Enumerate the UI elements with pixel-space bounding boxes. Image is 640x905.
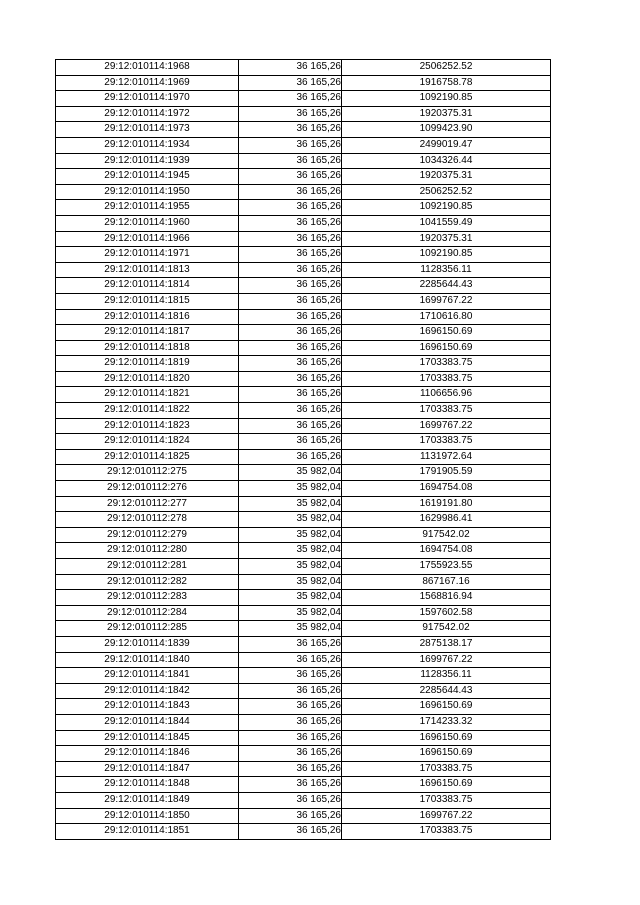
cadastral-cost-cell: 1629986.41 — [342, 512, 551, 528]
table-row — [56, 106, 551, 122]
cadastral-number-cell: 29:12:010112:280 — [56, 543, 239, 559]
area-value-cell: 35 982,04 — [239, 559, 342, 575]
area-value-cell: 36 165,26 — [239, 137, 342, 153]
area-value-cell: 35 982,04 — [239, 590, 342, 606]
table-row — [56, 543, 551, 559]
area-value-cell: 36 165,26 — [239, 777, 342, 793]
table-row — [56, 293, 551, 309]
table-row — [56, 761, 551, 777]
area-value-cell: 35 982,04 — [239, 543, 342, 559]
table-row — [56, 481, 551, 497]
table-row — [56, 231, 551, 247]
table-row — [56, 730, 551, 746]
area-value-cell: 36 165,26 — [239, 309, 342, 325]
area-value-cell: 36 165,26 — [239, 122, 342, 138]
cadastral-cost-cell: 1694754.08 — [342, 543, 551, 559]
area-value-cell: 36 165,26 — [239, 247, 342, 263]
area-value-cell: 36 165,26 — [239, 792, 342, 808]
area-value-cell: 36 165,26 — [239, 699, 342, 715]
cadastral-cost-cell: 1699767.22 — [342, 808, 551, 824]
cadastral-cost-cell: 1696150.69 — [342, 730, 551, 746]
area-value-cell: 36 165,26 — [239, 434, 342, 450]
cadastral-cost-cell: 1034326.44 — [342, 153, 551, 169]
area-value-cell: 36 165,26 — [239, 293, 342, 309]
cadastral-cost-cell: 1714233.32 — [342, 714, 551, 730]
cadastral-number-cell: 29:12:010114:1966 — [56, 231, 239, 247]
table-row — [56, 309, 551, 325]
cadastral-number-cell: 29:12:010112:276 — [56, 481, 239, 497]
cadastral-cost-cell: 1703383.75 — [342, 371, 551, 387]
cadastral-number-cell: 29:12:010112:281 — [56, 559, 239, 575]
table-row — [56, 668, 551, 684]
table-row — [56, 60, 551, 76]
cadastral-number-cell: 29:12:010114:1972 — [56, 106, 239, 122]
cadastral-cost-cell: 1099423.90 — [342, 122, 551, 138]
table-row — [56, 777, 551, 793]
area-value-cell: 35 982,04 — [239, 605, 342, 621]
cadastral-number-cell: 29:12:010114:1820 — [56, 371, 239, 387]
cadastral-cost-cell: 1041559.49 — [342, 215, 551, 231]
cadastral-cost-cell: 1703383.75 — [342, 356, 551, 372]
table-row — [56, 714, 551, 730]
cadastral-cost-cell: 1920375.31 — [342, 169, 551, 185]
cadastral-cost-cell: 1694754.08 — [342, 481, 551, 497]
table-row — [56, 792, 551, 808]
area-value-cell: 36 165,26 — [239, 403, 342, 419]
table-row — [56, 215, 551, 231]
area-value-cell: 36 165,26 — [239, 231, 342, 247]
cadastral-number-cell: 29:12:010114:1816 — [56, 309, 239, 325]
cadastral-cost-cell: 1696150.69 — [342, 777, 551, 793]
table-row — [56, 527, 551, 543]
area-value-cell: 36 165,26 — [239, 215, 342, 231]
cadastral-number-cell: 29:12:010114:1950 — [56, 184, 239, 200]
cadastral-number-cell: 29:12:010114:1971 — [56, 247, 239, 263]
cadastral-number-cell: 29:12:010114:1819 — [56, 356, 239, 372]
area-value-cell: 36 165,26 — [239, 387, 342, 403]
cadastral-cost-cell: 917542.02 — [342, 527, 551, 543]
table-row — [56, 153, 551, 169]
cadastral-cost-cell: 2875138.17 — [342, 636, 551, 652]
cadastral-cost-cell: 1696150.69 — [342, 699, 551, 715]
area-value-cell: 36 165,26 — [239, 106, 342, 122]
table-row — [56, 559, 551, 575]
cadastral-cost-cell: 1703383.75 — [342, 403, 551, 419]
cadastral-number-cell: 29:12:010114:1815 — [56, 293, 239, 309]
cadastral-cost-cell: 1128356.11 — [342, 262, 551, 278]
table-row — [56, 465, 551, 481]
table-row — [56, 418, 551, 434]
cadastral-number-cell: 29:12:010114:1969 — [56, 75, 239, 91]
table-row — [56, 652, 551, 668]
area-value-cell: 36 165,26 — [239, 761, 342, 777]
cadastral-number-cell: 29:12:010114:1845 — [56, 730, 239, 746]
table-row — [56, 122, 551, 138]
cadastral-number-cell: 29:12:010114:1840 — [56, 652, 239, 668]
table-row — [56, 340, 551, 356]
cadastral-cost-cell: 1916758.78 — [342, 75, 551, 91]
cadastral-number-cell: 29:12:010112:282 — [56, 574, 239, 590]
cadastral-number-cell: 29:12:010114:1822 — [56, 403, 239, 419]
cadastral-number-cell: 29:12:010114:1813 — [56, 262, 239, 278]
cadastral-number-cell: 29:12:010114:1968 — [56, 60, 239, 76]
area-value-cell: 35 982,04 — [239, 621, 342, 637]
cadastral-number-cell: 29:12:010114:1851 — [56, 824, 239, 840]
area-value-cell: 35 982,04 — [239, 465, 342, 481]
area-value-cell: 36 165,26 — [239, 449, 342, 465]
area-value-cell: 36 165,26 — [239, 714, 342, 730]
cadastral-cost-cell: 1920375.31 — [342, 106, 551, 122]
table-row — [56, 262, 551, 278]
area-value-cell: 36 165,26 — [239, 184, 342, 200]
cadastral-cost-cell: 1128356.11 — [342, 668, 551, 684]
cadastral-cost-cell: 917542.02 — [342, 621, 551, 637]
area-value-cell: 36 165,26 — [239, 153, 342, 169]
table-row — [56, 434, 551, 450]
table-row — [56, 169, 551, 185]
cadastral-number-cell: 29:12:010114:1955 — [56, 200, 239, 216]
cadastral-number-cell: 29:12:010114:1844 — [56, 714, 239, 730]
cadastral-number-cell: 29:12:010112:277 — [56, 496, 239, 512]
cadastral-number-cell: 29:12:010114:1824 — [56, 434, 239, 450]
table-row — [56, 137, 551, 153]
cadastral-number-cell: 29:12:010112:279 — [56, 527, 239, 543]
table-row — [56, 449, 551, 465]
table-row — [56, 75, 551, 91]
cadastral-cost-cell: 1703383.75 — [342, 434, 551, 450]
table-row — [56, 496, 551, 512]
cadastral-number-cell: 29:12:010112:278 — [56, 512, 239, 528]
area-value-cell: 36 165,26 — [239, 418, 342, 434]
cadastral-cost-cell: 2506252.52 — [342, 60, 551, 76]
cadastral-number-cell: 29:12:010114:1821 — [56, 387, 239, 403]
table-row — [56, 605, 551, 621]
cadastral-cost-cell: 1092190.85 — [342, 91, 551, 107]
table-row — [56, 371, 551, 387]
cadastral-cost-cell: 1755923.55 — [342, 559, 551, 575]
cadastral-value-table — [55, 59, 551, 840]
area-value-cell: 36 165,26 — [239, 730, 342, 746]
cadastral-cost-cell: 1106656.96 — [342, 387, 551, 403]
cadastral-number-cell: 29:12:010114:1841 — [56, 668, 239, 684]
cadastral-cost-cell: 1699767.22 — [342, 418, 551, 434]
table-row — [56, 746, 551, 762]
cadastral-cost-cell: 1696150.69 — [342, 746, 551, 762]
cadastral-cost-cell: 2285644.43 — [342, 278, 551, 294]
area-value-cell: 36 165,26 — [239, 636, 342, 652]
cadastral-number-cell: 29:12:010114:1849 — [56, 792, 239, 808]
table-row — [56, 356, 551, 372]
cadastral-number-cell: 29:12:010112:285 — [56, 621, 239, 637]
cadastral-number-cell: 29:12:010114:1839 — [56, 636, 239, 652]
cadastral-cost-cell: 1703383.75 — [342, 761, 551, 777]
area-value-cell: 36 165,26 — [239, 808, 342, 824]
cadastral-cost-cell: 1710616.80 — [342, 309, 551, 325]
area-value-cell: 36 165,26 — [239, 683, 342, 699]
table-row — [56, 512, 551, 528]
table-row — [56, 808, 551, 824]
cadastral-cost-cell: 1699767.22 — [342, 293, 551, 309]
table-row — [56, 574, 551, 590]
table-row — [56, 590, 551, 606]
cadastral-number-cell: 29:12:010114:1939 — [56, 153, 239, 169]
cadastral-number-cell: 29:12:010114:1847 — [56, 761, 239, 777]
cadastral-cost-cell: 1619191.80 — [342, 496, 551, 512]
cadastral-number-cell: 29:12:010114:1814 — [56, 278, 239, 294]
cadastral-cost-cell: 1699767.22 — [342, 652, 551, 668]
cadastral-cost-cell: 1597602.58 — [342, 605, 551, 621]
area-value-cell: 36 165,26 — [239, 371, 342, 387]
cadastral-cost-cell: 2285644.43 — [342, 683, 551, 699]
cadastral-number-cell: 29:12:010114:1817 — [56, 325, 239, 341]
cadastral-cost-cell: 1092190.85 — [342, 200, 551, 216]
cadastral-cost-cell: 2499019.47 — [342, 137, 551, 153]
area-value-cell: 35 982,04 — [239, 574, 342, 590]
cadastral-number-cell: 29:12:010114:1848 — [56, 777, 239, 793]
area-value-cell: 36 165,26 — [239, 746, 342, 762]
cadastral-number-cell: 29:12:010114:1973 — [56, 122, 239, 138]
cadastral-number-cell: 29:12:010114:1934 — [56, 137, 239, 153]
area-value-cell: 36 165,26 — [239, 356, 342, 372]
table-row — [56, 200, 551, 216]
area-value-cell: 35 982,04 — [239, 481, 342, 497]
area-value-cell: 36 165,26 — [239, 668, 342, 684]
area-value-cell: 36 165,26 — [239, 325, 342, 341]
cadastral-cost-cell: 1703383.75 — [342, 792, 551, 808]
area-value-cell: 35 982,04 — [239, 512, 342, 528]
cadastral-number-cell: 29:12:010112:284 — [56, 605, 239, 621]
cadastral-number-cell: 29:12:010114:1843 — [56, 699, 239, 715]
table-row — [56, 184, 551, 200]
area-value-cell: 35 982,04 — [239, 496, 342, 512]
area-value-cell: 36 165,26 — [239, 200, 342, 216]
cadastral-cost-cell: 1131972.64 — [342, 449, 551, 465]
cadastral-number-cell: 29:12:010114:1825 — [56, 449, 239, 465]
table-row — [56, 403, 551, 419]
cadastral-number-cell: 29:12:010112:275 — [56, 465, 239, 481]
table-body — [56, 60, 551, 840]
area-value-cell: 36 165,26 — [239, 262, 342, 278]
area-value-cell: 36 165,26 — [239, 169, 342, 185]
area-value-cell: 36 165,26 — [239, 824, 342, 840]
cadastral-cost-cell: 1920375.31 — [342, 231, 551, 247]
area-value-cell: 36 165,26 — [239, 340, 342, 356]
cadastral-number-cell: 29:12:010114:1970 — [56, 91, 239, 107]
area-value-cell: 36 165,26 — [239, 91, 342, 107]
cadastral-number-cell: 29:12:010114:1818 — [56, 340, 239, 356]
table-row — [56, 824, 551, 840]
cadastral-number-cell: 29:12:010112:283 — [56, 590, 239, 606]
cadastral-cost-cell: 1696150.69 — [342, 325, 551, 341]
cadastral-number-cell: 29:12:010114:1842 — [56, 683, 239, 699]
cadastral-cost-cell: 1568816.94 — [342, 590, 551, 606]
cadastral-cost-cell: 1092190.85 — [342, 247, 551, 263]
area-value-cell: 36 165,26 — [239, 60, 342, 76]
table-row — [56, 636, 551, 652]
cadastral-cost-cell: 1703383.75 — [342, 824, 551, 840]
area-value-cell: 36 165,26 — [239, 75, 342, 91]
cadastral-cost-cell: 1696150.69 — [342, 340, 551, 356]
cadastral-cost-cell: 2506252.52 — [342, 184, 551, 200]
area-value-cell: 36 165,26 — [239, 652, 342, 668]
table-row — [56, 278, 551, 294]
table-row — [56, 621, 551, 637]
table-row — [56, 247, 551, 263]
cadastral-cost-cell: 1791905.59 — [342, 465, 551, 481]
cadastral-number-cell: 29:12:010114:1960 — [56, 215, 239, 231]
cadastral-number-cell: 29:12:010114:1823 — [56, 418, 239, 434]
cadastral-number-cell: 29:12:010114:1850 — [56, 808, 239, 824]
table-row — [56, 699, 551, 715]
table-row — [56, 683, 551, 699]
table-row — [56, 387, 551, 403]
table-row — [56, 325, 551, 341]
table-row — [56, 91, 551, 107]
cadastral-cost-cell: 867167.16 — [342, 574, 551, 590]
cadastral-number-cell: 29:12:010114:1846 — [56, 746, 239, 762]
cadastral-number-cell: 29:12:010114:1945 — [56, 169, 239, 185]
area-value-cell: 35 982,04 — [239, 527, 342, 543]
area-value-cell: 36 165,26 — [239, 278, 342, 294]
